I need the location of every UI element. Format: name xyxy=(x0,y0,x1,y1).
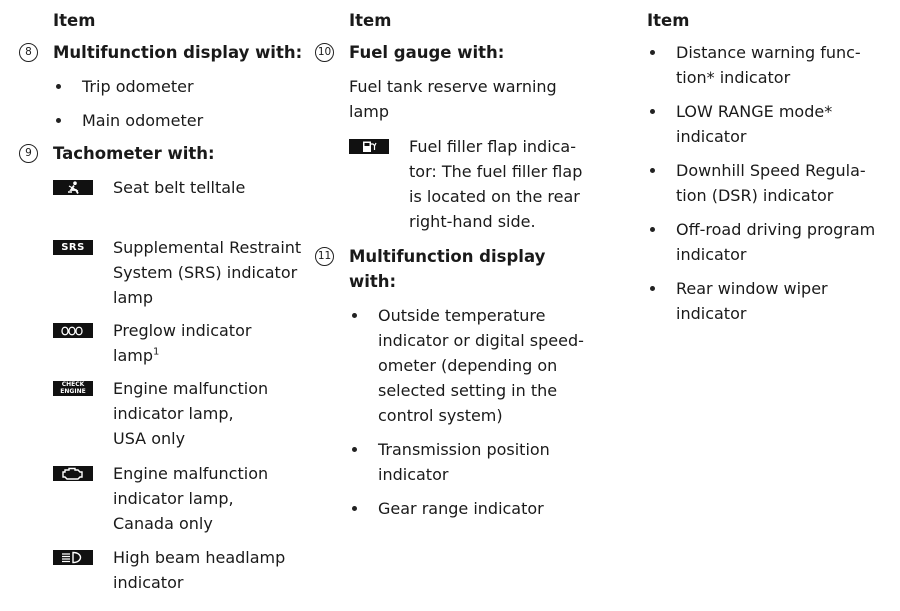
item-number-circle: 10 xyxy=(315,43,334,62)
paragraph-line: Fuel tank reserve warning xyxy=(349,77,557,96)
indicator-row xyxy=(18,376,318,451)
engine-icon xyxy=(53,466,93,481)
list-item: Distance warning func- tion* indicator xyxy=(612,40,892,90)
indicator-row xyxy=(18,235,303,310)
indicator-row xyxy=(18,318,288,368)
list-item: Gear range indicator xyxy=(314,496,604,521)
indicator-text-line: Canada only xyxy=(113,514,213,533)
item-number-circle: 11 xyxy=(315,247,334,266)
list-item: Rear window wiper indicator xyxy=(612,276,892,326)
indicator-text-line: Fuel filler flap indica- xyxy=(409,137,577,156)
seat-belt-icon xyxy=(53,180,93,195)
column-3 xyxy=(612,8,892,335)
column-2 xyxy=(314,8,604,530)
column-header: Item xyxy=(647,11,690,30)
item-number-circle: 8 xyxy=(19,43,38,62)
item-10-title: Fuel gauge with: xyxy=(349,43,505,62)
paragraph xyxy=(314,74,604,124)
indicator-text: Supplemental Restraint System (SRS) indicator lamp xyxy=(113,238,302,307)
item-10-heading xyxy=(314,40,604,65)
column-header: Item xyxy=(53,11,96,30)
list-item: Outside temperature indicator or digital speed- ometer (depending on selected setting in the control system) xyxy=(314,303,604,428)
fuel-pump-icon xyxy=(349,139,389,154)
item-8-title: Multifunction display with: xyxy=(53,43,303,62)
indicator-row xyxy=(18,545,318,595)
list-item: Transmission position indicator xyxy=(314,437,604,487)
item-number-circle: 9 xyxy=(19,144,38,163)
indicator-text-line: indicator lamp, xyxy=(113,489,234,508)
srs-icon: SRS xyxy=(53,240,93,255)
indicator-text-line: indicator lamp, xyxy=(113,404,234,423)
indicator-text-line: Engine malfunction xyxy=(113,379,269,398)
list-item: Main odometer xyxy=(18,108,318,133)
indicator-text: Seat belt telltale xyxy=(113,178,246,197)
paragraph-line: lamp xyxy=(349,102,389,121)
item-11-title-line: Multifunction display xyxy=(349,247,546,266)
list-item: Off-road driving program indicator xyxy=(612,217,892,267)
indicator-text-line: USA only xyxy=(113,429,186,448)
check-engine-icon: CHECK ENGINE xyxy=(53,381,93,396)
indicator-row xyxy=(314,134,604,234)
indicator-text: Preglow indicator lamp xyxy=(113,321,252,365)
indicator-text-line: High beam headlamp xyxy=(113,548,286,567)
indicator-text-line: indicator xyxy=(113,573,184,592)
list-item: LOW RANGE mode* indicator xyxy=(612,99,892,149)
list-item: Downhill Speed Regula- tion (DSR) indicator xyxy=(612,158,892,208)
item-8-heading xyxy=(18,40,318,65)
item-9-title: Tachometer with: xyxy=(53,144,215,163)
preglow-icon xyxy=(53,323,93,338)
item-11-title-line: with: xyxy=(349,272,397,291)
indicator-row xyxy=(18,175,318,200)
item-11-heading xyxy=(314,244,604,294)
column-header: Item xyxy=(349,11,392,30)
indicator-row xyxy=(18,461,318,536)
column-1 xyxy=(18,8,318,595)
indicator-text-line: Engine malfunction xyxy=(113,464,269,483)
indicator-text-line: right-hand side. xyxy=(409,212,536,231)
footnote-marker: 1 xyxy=(153,346,160,358)
high-beam-icon xyxy=(53,550,93,565)
indicator-text-line: is located on the rear xyxy=(409,187,580,206)
item-9-heading xyxy=(18,141,318,166)
list-item: Trip odometer xyxy=(18,74,318,99)
indicator-text-line: tor: The fuel filler flap xyxy=(409,162,583,181)
